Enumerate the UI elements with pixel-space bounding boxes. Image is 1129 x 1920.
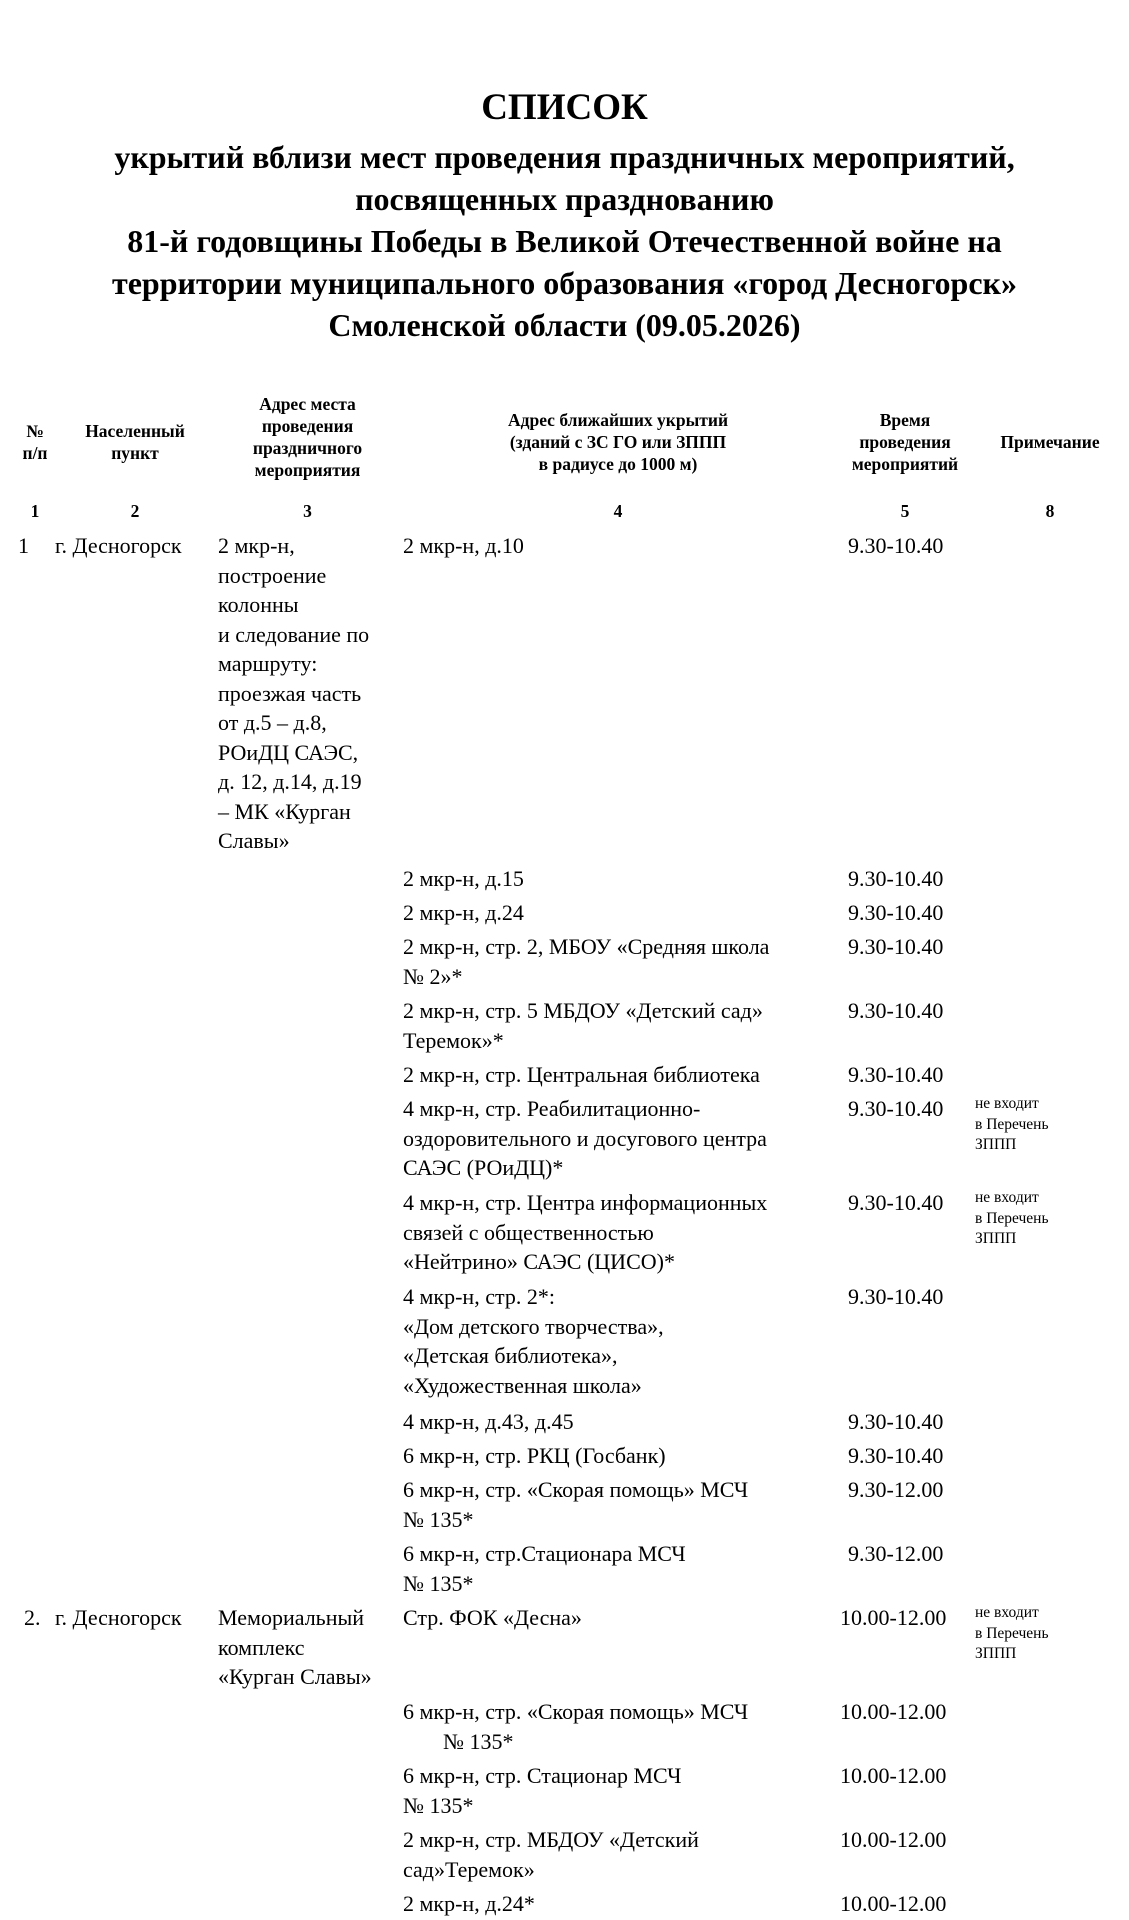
row-shelter: Стр. ФОК «Десна» bbox=[403, 1605, 582, 1630]
row-time: 9.30-10.40 bbox=[848, 1096, 944, 1121]
colnum-5: 5 bbox=[900, 501, 910, 521]
row-time: 9.30-10.40 bbox=[848, 866, 944, 891]
header-note: Примечание bbox=[1000, 432, 1100, 452]
title-line-6: Смоленской области (09.05.2026) bbox=[328, 307, 801, 343]
title-line-5: территории муниципального образования «город Десногорск» bbox=[112, 265, 1017, 301]
row-time: 9.30-10.40 bbox=[848, 1062, 944, 1087]
row-time: 9.30-10.40 bbox=[848, 533, 944, 558]
row-shelter: 2 мкр-н, стр. МБДОУ «Детский сад»Теремок» bbox=[403, 1827, 699, 1882]
row-shelter: 2 мкр-н, стр. 5 МБДОУ «Детский сад» Теремок»* bbox=[403, 998, 763, 1053]
row-shelter: 4 мкр-н, стр. 2*: «Дом детского творчества», «Детская библиотека», «Художественная школа» bbox=[403, 1284, 664, 1398]
row-shelter bbox=[403, 1697, 833, 1756]
colnum-3: 3 bbox=[303, 501, 312, 521]
row-time: 9.30-10.40 bbox=[848, 1443, 944, 1468]
header-time: Время проведения мероприятий bbox=[851, 410, 959, 474]
row-shelter: 4 мкр-н, д.43, д.45 bbox=[403, 1409, 574, 1434]
row-time: 9.30-10.40 bbox=[848, 998, 944, 1023]
row-time: 9.30-12.00 bbox=[848, 1541, 944, 1566]
row-shelter-line: 6 мкр-н, стр. «Скорая помощь» МСЧ bbox=[403, 1699, 749, 1724]
row-time: 10.00-12.00 bbox=[840, 1605, 947, 1630]
row-shelter: 6 мкр-н, стр. «Скорая помощь» МСЧ № 135* bbox=[403, 1477, 749, 1532]
colnum-1: 1 bbox=[30, 501, 40, 521]
row-shelter: 4 мкр-н, стр. Центра информационных связей с общественностью «Нейтрино» САЭС (ЦИСО)* bbox=[403, 1190, 768, 1274]
title-line-1: СПИСОК bbox=[481, 87, 648, 128]
row-event-address: Мемориальный комплекс «Курган Славы» bbox=[218, 1605, 372, 1689]
row-time: 10.00-12.00 bbox=[840, 1699, 947, 1724]
title-subtitle bbox=[0, 136, 1129, 346]
colnum-8: 8 bbox=[1045, 501, 1055, 521]
row-time: 10.00-12.00 bbox=[840, 1763, 947, 1788]
row-time: 10.00-12.00 bbox=[840, 1891, 947, 1916]
row-note: не входит в Перечень ЗППП bbox=[975, 1095, 1049, 1153]
row-num: 1 bbox=[18, 533, 29, 558]
title-line-4: 81-й годовщины Победы в Великой Отечественной войне на bbox=[127, 223, 1002, 259]
header-settlement: Населенный пункт bbox=[85, 421, 185, 463]
header-event-address: Адрес места проведения праздничного мероприятия bbox=[252, 394, 363, 480]
row-shelter: 2 мкр-н, д.24* bbox=[403, 1891, 535, 1916]
row-event-address: 2 мкр-н, построение колонны и следование по маршруту: проезжая часть от д.5 – д.8, РОиДЦ САЭС, д. 12, д.14, д.19 – МК «Курган Славы» bbox=[218, 533, 370, 853]
row-time: 9.30-12.00 bbox=[848, 1477, 944, 1502]
row-time: 9.30-10.40 bbox=[848, 934, 944, 959]
title-line-2: укрытий вблизи мест проведения праздничных мероприятий, bbox=[114, 139, 1015, 175]
row-shelter: 2 мкр-н, стр. 2, МБОУ «Средняя школа № 2»* bbox=[403, 934, 770, 989]
row-time: 9.30-10.40 bbox=[848, 1409, 944, 1434]
header-shelter-address: Адрес ближайших укрытий (зданий с ЗС ГО или ЗППП в радиусе до 1000 м) bbox=[507, 410, 729, 474]
row-time: 9.30-10.40 bbox=[848, 1284, 944, 1309]
row-note: не входит в Перечень ЗППП bbox=[975, 1189, 1049, 1247]
row-shelter: 6 мкр-н, стр. РКЦ (Госбанк) bbox=[403, 1443, 666, 1468]
colnum-4: 4 bbox=[613, 501, 623, 521]
row-time: 9.30-10.40 bbox=[848, 900, 944, 925]
row-time: 9.30-10.40 bbox=[848, 1190, 944, 1215]
row-note: не входит в Перечень ЗППП bbox=[975, 1604, 1049, 1662]
row-settlement: г. Десногорск bbox=[55, 533, 182, 558]
row-shelter-line: № 135* bbox=[443, 1728, 514, 1754]
row-shelter: 2 мкр-н, д.15 bbox=[403, 866, 524, 891]
row-settlement: г. Десногорск bbox=[55, 1605, 182, 1630]
row-shelter: 6 мкр-н, стр. Стационар МСЧ № 135* bbox=[403, 1763, 682, 1818]
row-shelter: 4 мкр-н, стр. Реабилитационно- оздоровительного и досугового центра САЭС (РОиДЦ)* bbox=[403, 1096, 767, 1180]
row-time: 10.00-12.00 bbox=[840, 1827, 947, 1852]
row-num: 2. bbox=[24, 1605, 41, 1630]
header-num: № п/п bbox=[22, 421, 48, 463]
colnum-2: 2 bbox=[130, 501, 140, 521]
row-shelter: 2 мкр-н, стр. Центральная библиотека bbox=[403, 1062, 760, 1087]
title-line-3: посвященных празднованию bbox=[355, 181, 774, 217]
row-shelter: 2 мкр-н, д.24 bbox=[403, 900, 524, 925]
row-shelter: 2 мкр-н, д.10 bbox=[403, 533, 524, 558]
row-shelter: 6 мкр-н, стр.Стационара МСЧ № 135* bbox=[403, 1541, 686, 1596]
